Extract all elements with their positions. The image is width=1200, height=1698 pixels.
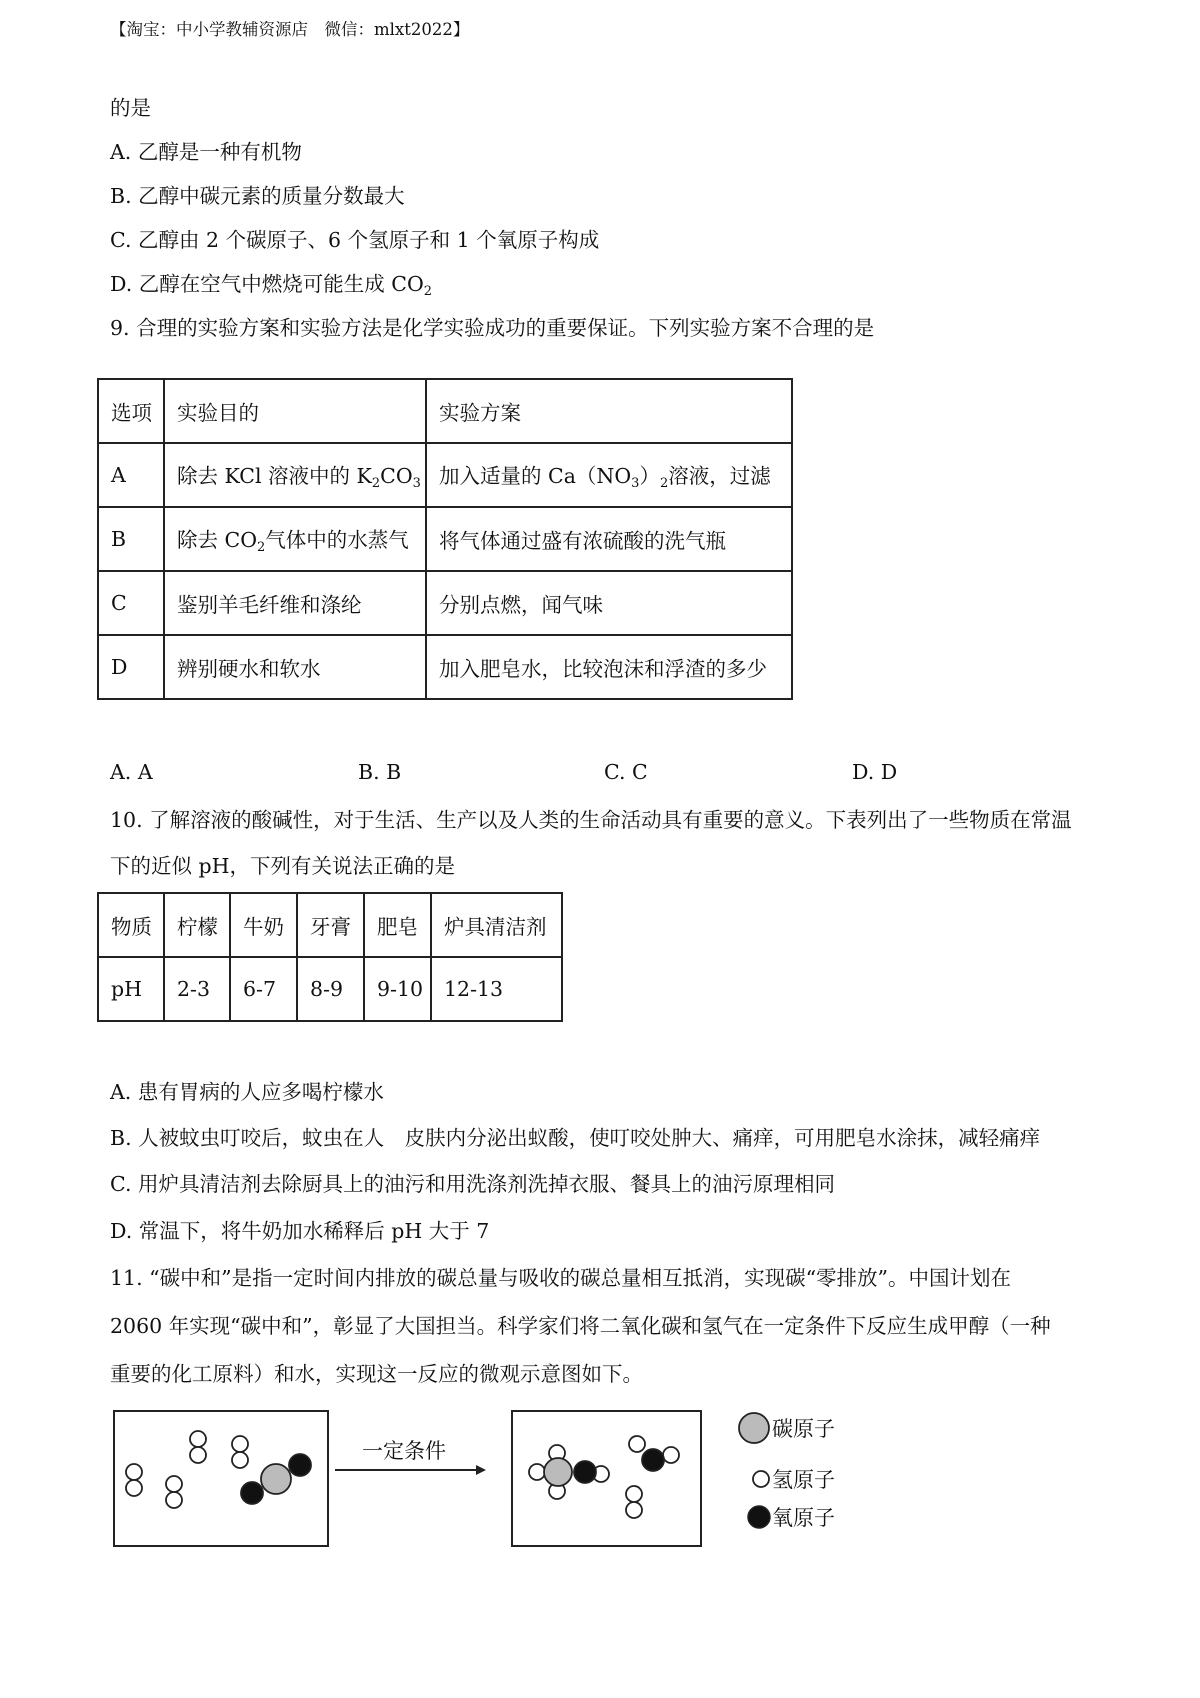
- q10-option-b: B. 人被蚊虫叮咬后，蚊虫在人 皮肤内分泌出蚁酸，使叮咬处肿大、痛痒，可用肥皂水涂抹，减轻痛痒: [110, 1126, 1041, 1150]
- h2-molecule-atom: [126, 1480, 142, 1496]
- legend-oxygen-label: 氧原子: [772, 1506, 835, 1530]
- carbon-atom-legend-icon: [739, 1413, 769, 1443]
- h2-molecule-atom: [626, 1502, 642, 1518]
- q9-header-plan: 实验方案: [426, 379, 792, 443]
- h2-molecule-atom: [232, 1436, 248, 1452]
- methanol-carbon-atom: [544, 1458, 572, 1486]
- co2-oxygen-atom: [241, 1482, 263, 1504]
- q11-stem-line3: 重要的化工原料）和水，实现这一反应的微观示意图如下。: [110, 1362, 643, 1386]
- methanol-hydrogen-atom: [529, 1464, 545, 1480]
- q9-choice-b: B. B: [358, 760, 402, 784]
- q9-row-b-plan: 将气体通过盛有浓硫酸的洗气瓶: [426, 507, 792, 571]
- q9-row-a-label: A: [98, 443, 164, 507]
- q9-header-option: 选项: [98, 379, 164, 443]
- co2-oxygen-atom: [289, 1454, 311, 1476]
- h2-molecule-atom: [232, 1452, 248, 1468]
- water-hydrogen-atom: [629, 1436, 645, 1452]
- reactant-molecules: [126, 1431, 311, 1508]
- q9-header-purpose: 实验目的: [164, 379, 426, 443]
- q9-row-c-purpose: 鉴别羊毛纤维和涤纶: [164, 571, 426, 635]
- q10-cell-ph-milk: 6-7: [230, 957, 297, 1021]
- q10-cell-substance-header: 物质: [98, 893, 164, 957]
- h2-molecule-atom: [126, 1464, 142, 1480]
- q9-choice-d: D. D: [852, 760, 898, 784]
- legend-carbon-label: 碳原子: [772, 1417, 835, 1441]
- methanol-oxygen-atom: [574, 1461, 596, 1483]
- q9-stem: 9. 合理的实验方案和实验方法是化学实验成功的重要保证。下列实验方案不合理的是: [110, 316, 875, 340]
- q10-cell-toothpaste: 牙膏: [297, 893, 364, 957]
- q10-cell-cleaner: 炉具清洁剂: [431, 893, 562, 957]
- q8-option-a: A. 乙醇是一种有机物: [110, 140, 302, 164]
- h2-molecule-atom: [166, 1492, 182, 1508]
- q8-option-d: D. 乙醇在空气中燃烧可能生成 $CO_2$: [110, 272, 433, 299]
- reactants-box: [114, 1411, 328, 1546]
- q10-stem-line2: 下的近似 pH，下列有关说法正确的是: [110, 854, 456, 878]
- page-header: 【淘宝：中小学教辅资源店 微信：mlxt2022】: [110, 20, 470, 39]
- q10-option-c: C. 用炉具清洁剂去除厨具上的油污和用洗涤剂洗掉衣服、餐具上的油污原理相同: [110, 1172, 835, 1196]
- q10-cell-milk: 牛奶: [230, 893, 297, 957]
- water-oxygen-atom: [642, 1449, 664, 1471]
- diagram-legend: [739, 1413, 835, 1530]
- co2-carbon-atom: [261, 1464, 291, 1494]
- q8-stem-tail: 的是: [110, 96, 151, 120]
- reaction-condition-label: 一定条件: [362, 1439, 446, 1463]
- q10-cell-ph-toothpaste: 8-9: [297, 957, 364, 1021]
- q10-cell-soap: 肥皂: [364, 893, 431, 957]
- q9-row-c-label: C: [98, 571, 164, 635]
- oxygen-atom-legend-icon: [748, 1506, 770, 1528]
- reaction-arrow: [335, 1465, 486, 1475]
- q10-cell-ph-cleaner: 12-13: [431, 957, 562, 1021]
- q9-row-a-purpose: 除去 KCl 溶液中的 $K_2CO_3$: [164, 443, 426, 507]
- q9-choice-a: A. A: [110, 760, 153, 784]
- q9-row-a-plan: 加入适量的 $Ca(NO_3)_2$溶液，过滤: [426, 443, 792, 507]
- q11-stem-line2: 2060 年实现“碳中和”，彰显了大国担当。科学家们将二氧化碳和氢气在一定条件下反应生成甲醇（一种: [110, 1314, 1051, 1338]
- q10-cell-ph-soap: 9-10: [364, 957, 431, 1021]
- q11-stem-line1: 11. “碳中和”是指一定时间内排放的碳总量与吸收的碳总量相互抵消，实现碳“零排放”。中国计划在: [110, 1266, 1012, 1290]
- water-hydrogen-atom: [663, 1447, 679, 1463]
- q9-choice-c: C. C: [604, 760, 648, 784]
- h2-molecule-atom: [166, 1476, 182, 1492]
- q10-option-d: D. 常温下，将牛奶加水稀释后 pH 大于 7: [110, 1219, 490, 1243]
- q10-cell-lemon: 柠檬: [164, 893, 230, 957]
- hydrogen-atom-legend-icon: [753, 1471, 769, 1487]
- q10-stem-line1: 10. 了解溶液的酸碱性，对于生活、生产以及人类的生命活动具有重要的意义。下表列出了一些物质在常温: [110, 808, 1072, 832]
- q10-option-a: A. 患有胃病的人应多喝柠檬水: [110, 1080, 384, 1104]
- q8-option-b: B. 乙醇中碳元素的质量分数最大: [110, 184, 405, 208]
- q9-row-d-plan: 加入肥皂水，比较泡沫和浮渣的多少: [426, 635, 792, 699]
- h2-molecule-atom: [190, 1447, 206, 1463]
- q9-row-c-plan: 分别点燃，闻气味: [426, 571, 792, 635]
- q9-row-d-label: D: [98, 635, 164, 699]
- q9-row-b-label: B: [98, 507, 164, 571]
- product-molecules: [529, 1436, 679, 1518]
- legend-hydrogen-label: 氢原子: [772, 1468, 835, 1492]
- q9-row-b-purpose: 除去 $CO_2$气体中的水蒸气: [164, 507, 426, 571]
- h2-molecule-atom: [626, 1486, 642, 1502]
- q10-cell-ph-lemon: 2-3: [164, 957, 230, 1021]
- q8-option-c: C. 乙醇由 2 个碳原子、6 个氢原子和 1 个氧原子构成: [110, 228, 600, 252]
- h2-molecule-atom: [190, 1431, 206, 1447]
- q10-cell-ph-header: pH: [98, 957, 164, 1021]
- q9-row-d-purpose: 辨别硬水和软水: [164, 635, 426, 699]
